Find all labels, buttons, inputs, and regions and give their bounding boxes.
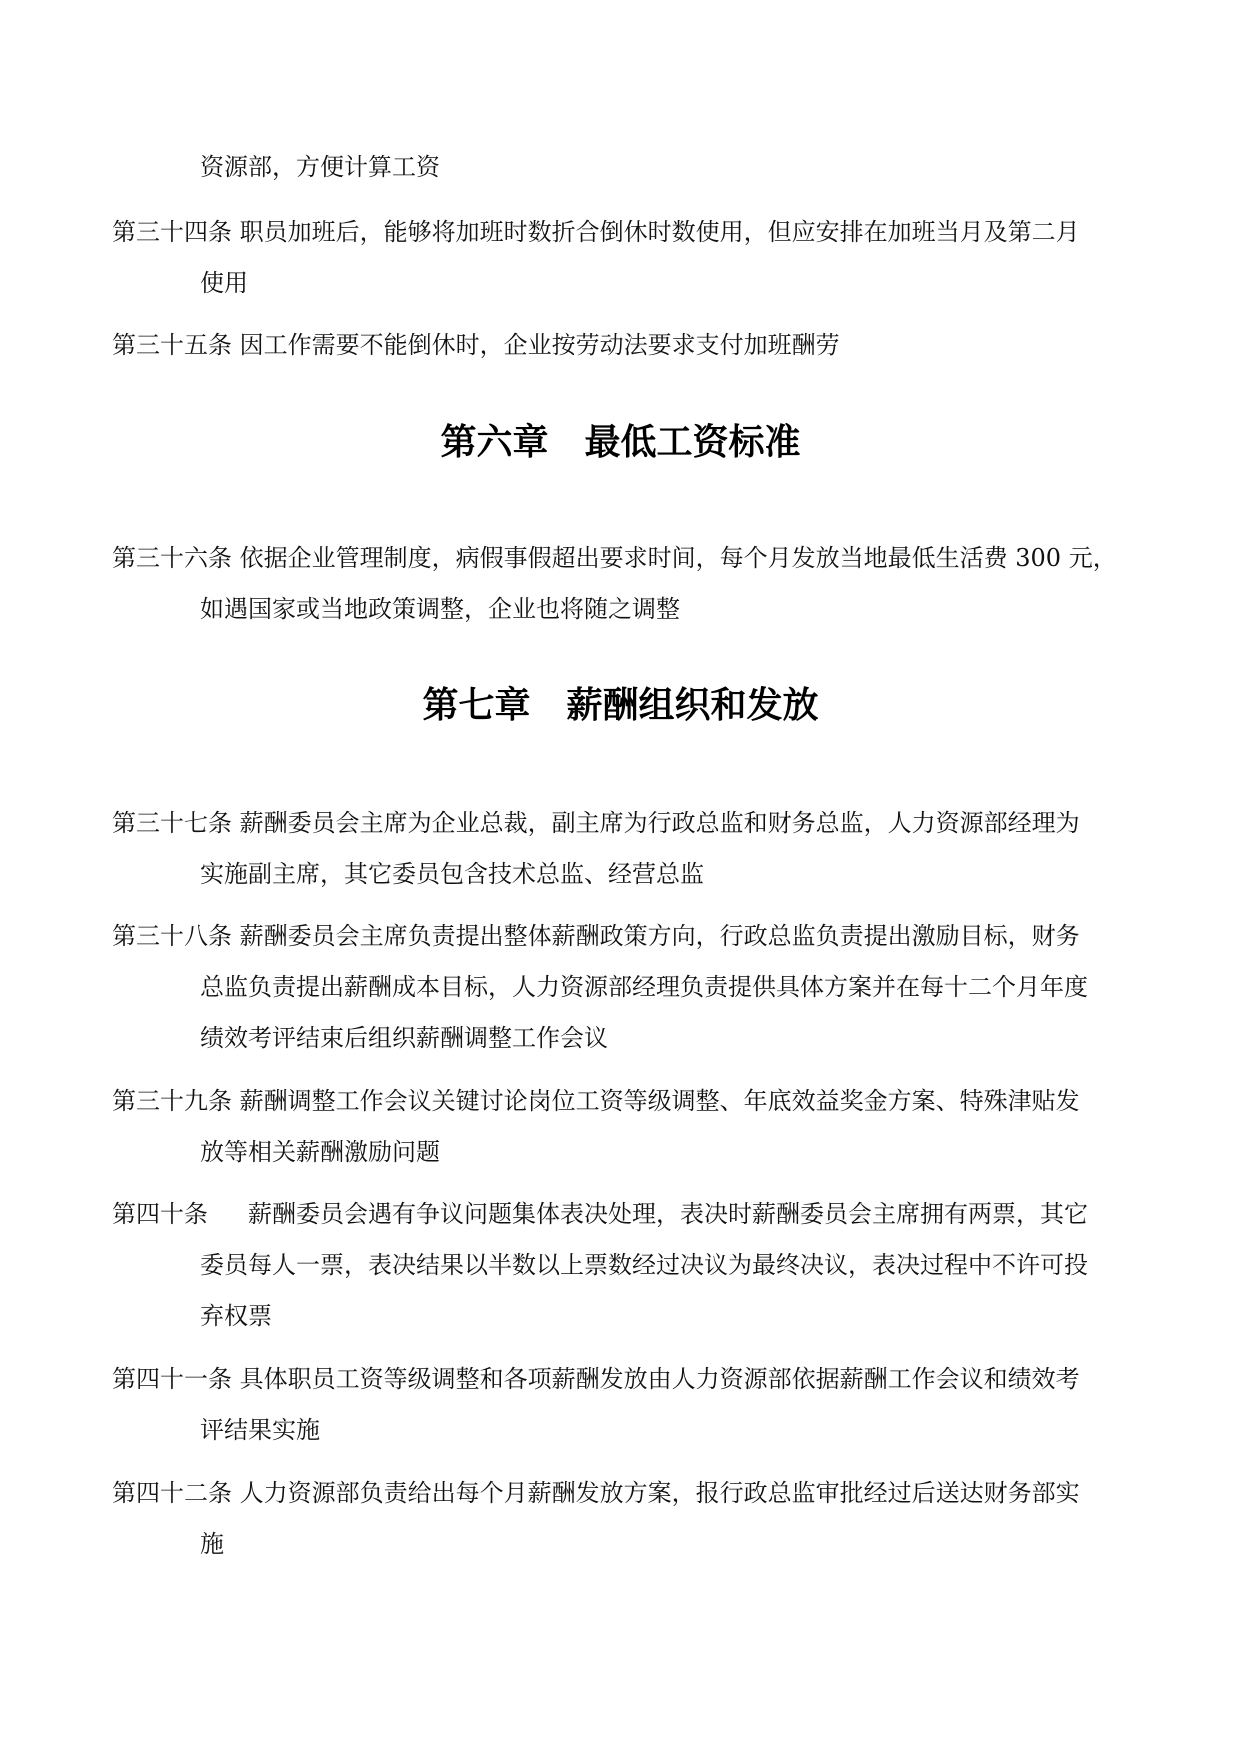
article-text: 依据企业管理制度，病假事假超出要求时间，每个月发放当地最低生活费 300 元， xyxy=(239,544,1117,572)
chapter-title: 薪酬组织和发放 xyxy=(566,685,819,726)
article-text: 薪酬调整工作会议关键讨论岗位工资等级调整、年底效益奖金方案、特殊津贴发 xyxy=(239,1087,1080,1115)
article-41-line-1 xyxy=(112,1364,1080,1394)
article-label: 第三十九条 xyxy=(112,1087,232,1115)
article-label: 第四十一条 xyxy=(112,1365,232,1393)
article-text: 职员加班后，能够将加班时数折合倒休时数使用，但应安排在加班当月及第二月 xyxy=(239,218,1080,246)
article-text: 具体职员工资等级调整和各项薪酬发放由人力资源部依据薪酬工作会议和绩效考 xyxy=(239,1365,1080,1393)
article-text: 因工作需要不能倒休时，企业按劳动法要求支付加班酬劳 xyxy=(239,331,840,359)
article-41-line-2: 评结果实施 xyxy=(200,1416,320,1444)
article-40-line-1 xyxy=(112,1199,1088,1229)
article-label: 第三十六条 xyxy=(112,544,232,572)
chapter-heading-7 xyxy=(0,684,1241,728)
article-38-line-3: 绩效考评结束后组织薪酬调整工作会议 xyxy=(200,1024,608,1052)
article-37-line-1 xyxy=(112,808,1080,838)
article-text: 薪酬委员会主席为企业总裁，副主席为行政总监和财务总监，人力资源部经理为 xyxy=(239,809,1080,837)
article-36-line-2: 如遇国家或当地政策调整，企业也将随之调整 xyxy=(200,595,680,623)
article-label: 第三十四条 xyxy=(112,218,232,246)
continuation-text: 资源部，方便计算工资 xyxy=(200,153,440,181)
article-label: 第三十八条 xyxy=(112,922,232,950)
article-label: 第三十五条 xyxy=(112,331,232,359)
article-34-line-1 xyxy=(112,217,1080,247)
article-39-line-2: 放等相关薪酬激励问题 xyxy=(200,1138,440,1166)
article-label: 第四十二条 xyxy=(112,1479,232,1507)
article-35-line-1 xyxy=(112,330,840,360)
article-38-line-1 xyxy=(112,921,1080,951)
article-text: 薪酬委员会主席负责提出整体薪酬政策方向，行政总监负责提出激励目标，财务 xyxy=(239,922,1080,950)
article-40-line-2: 委员每人一票，表决结果以半数以上票数经过决议为最终决议，表决过程中不许可投 xyxy=(200,1251,1088,1279)
article-34-line-2: 使用 xyxy=(200,269,248,297)
article-37-line-2: 实施副主席，其它委员包含技术总监、经营总监 xyxy=(200,860,704,888)
article-42-line-1 xyxy=(112,1478,1080,1508)
chapter-number: 第六章 xyxy=(440,422,549,463)
chapter-heading-6 xyxy=(0,421,1241,465)
article-text: 薪酬委员会遇有争议问题集体表决处理，表决时薪酬委员会主席拥有两票，其它 xyxy=(248,1200,1088,1228)
article-label: 第四十条 xyxy=(112,1200,208,1228)
article-label: 第三十七条 xyxy=(112,809,232,837)
article-42-line-2: 施 xyxy=(200,1530,224,1558)
article-36-line-1 xyxy=(112,543,1117,573)
chapter-number: 第七章 xyxy=(422,685,531,726)
chapter-title: 最低工资标准 xyxy=(584,422,801,463)
article-40-line-3: 弃权票 xyxy=(200,1302,272,1330)
article-38-line-2: 总监负责提出薪酬成本目标，人力资源部经理负责提供具体方案并在每十二个月年度 xyxy=(200,973,1088,1001)
article-text: 人力资源部负责给出每个月薪酬发放方案，报行政总监审批经过后送达财务部实 xyxy=(239,1479,1080,1507)
article-39-line-1 xyxy=(112,1086,1080,1116)
